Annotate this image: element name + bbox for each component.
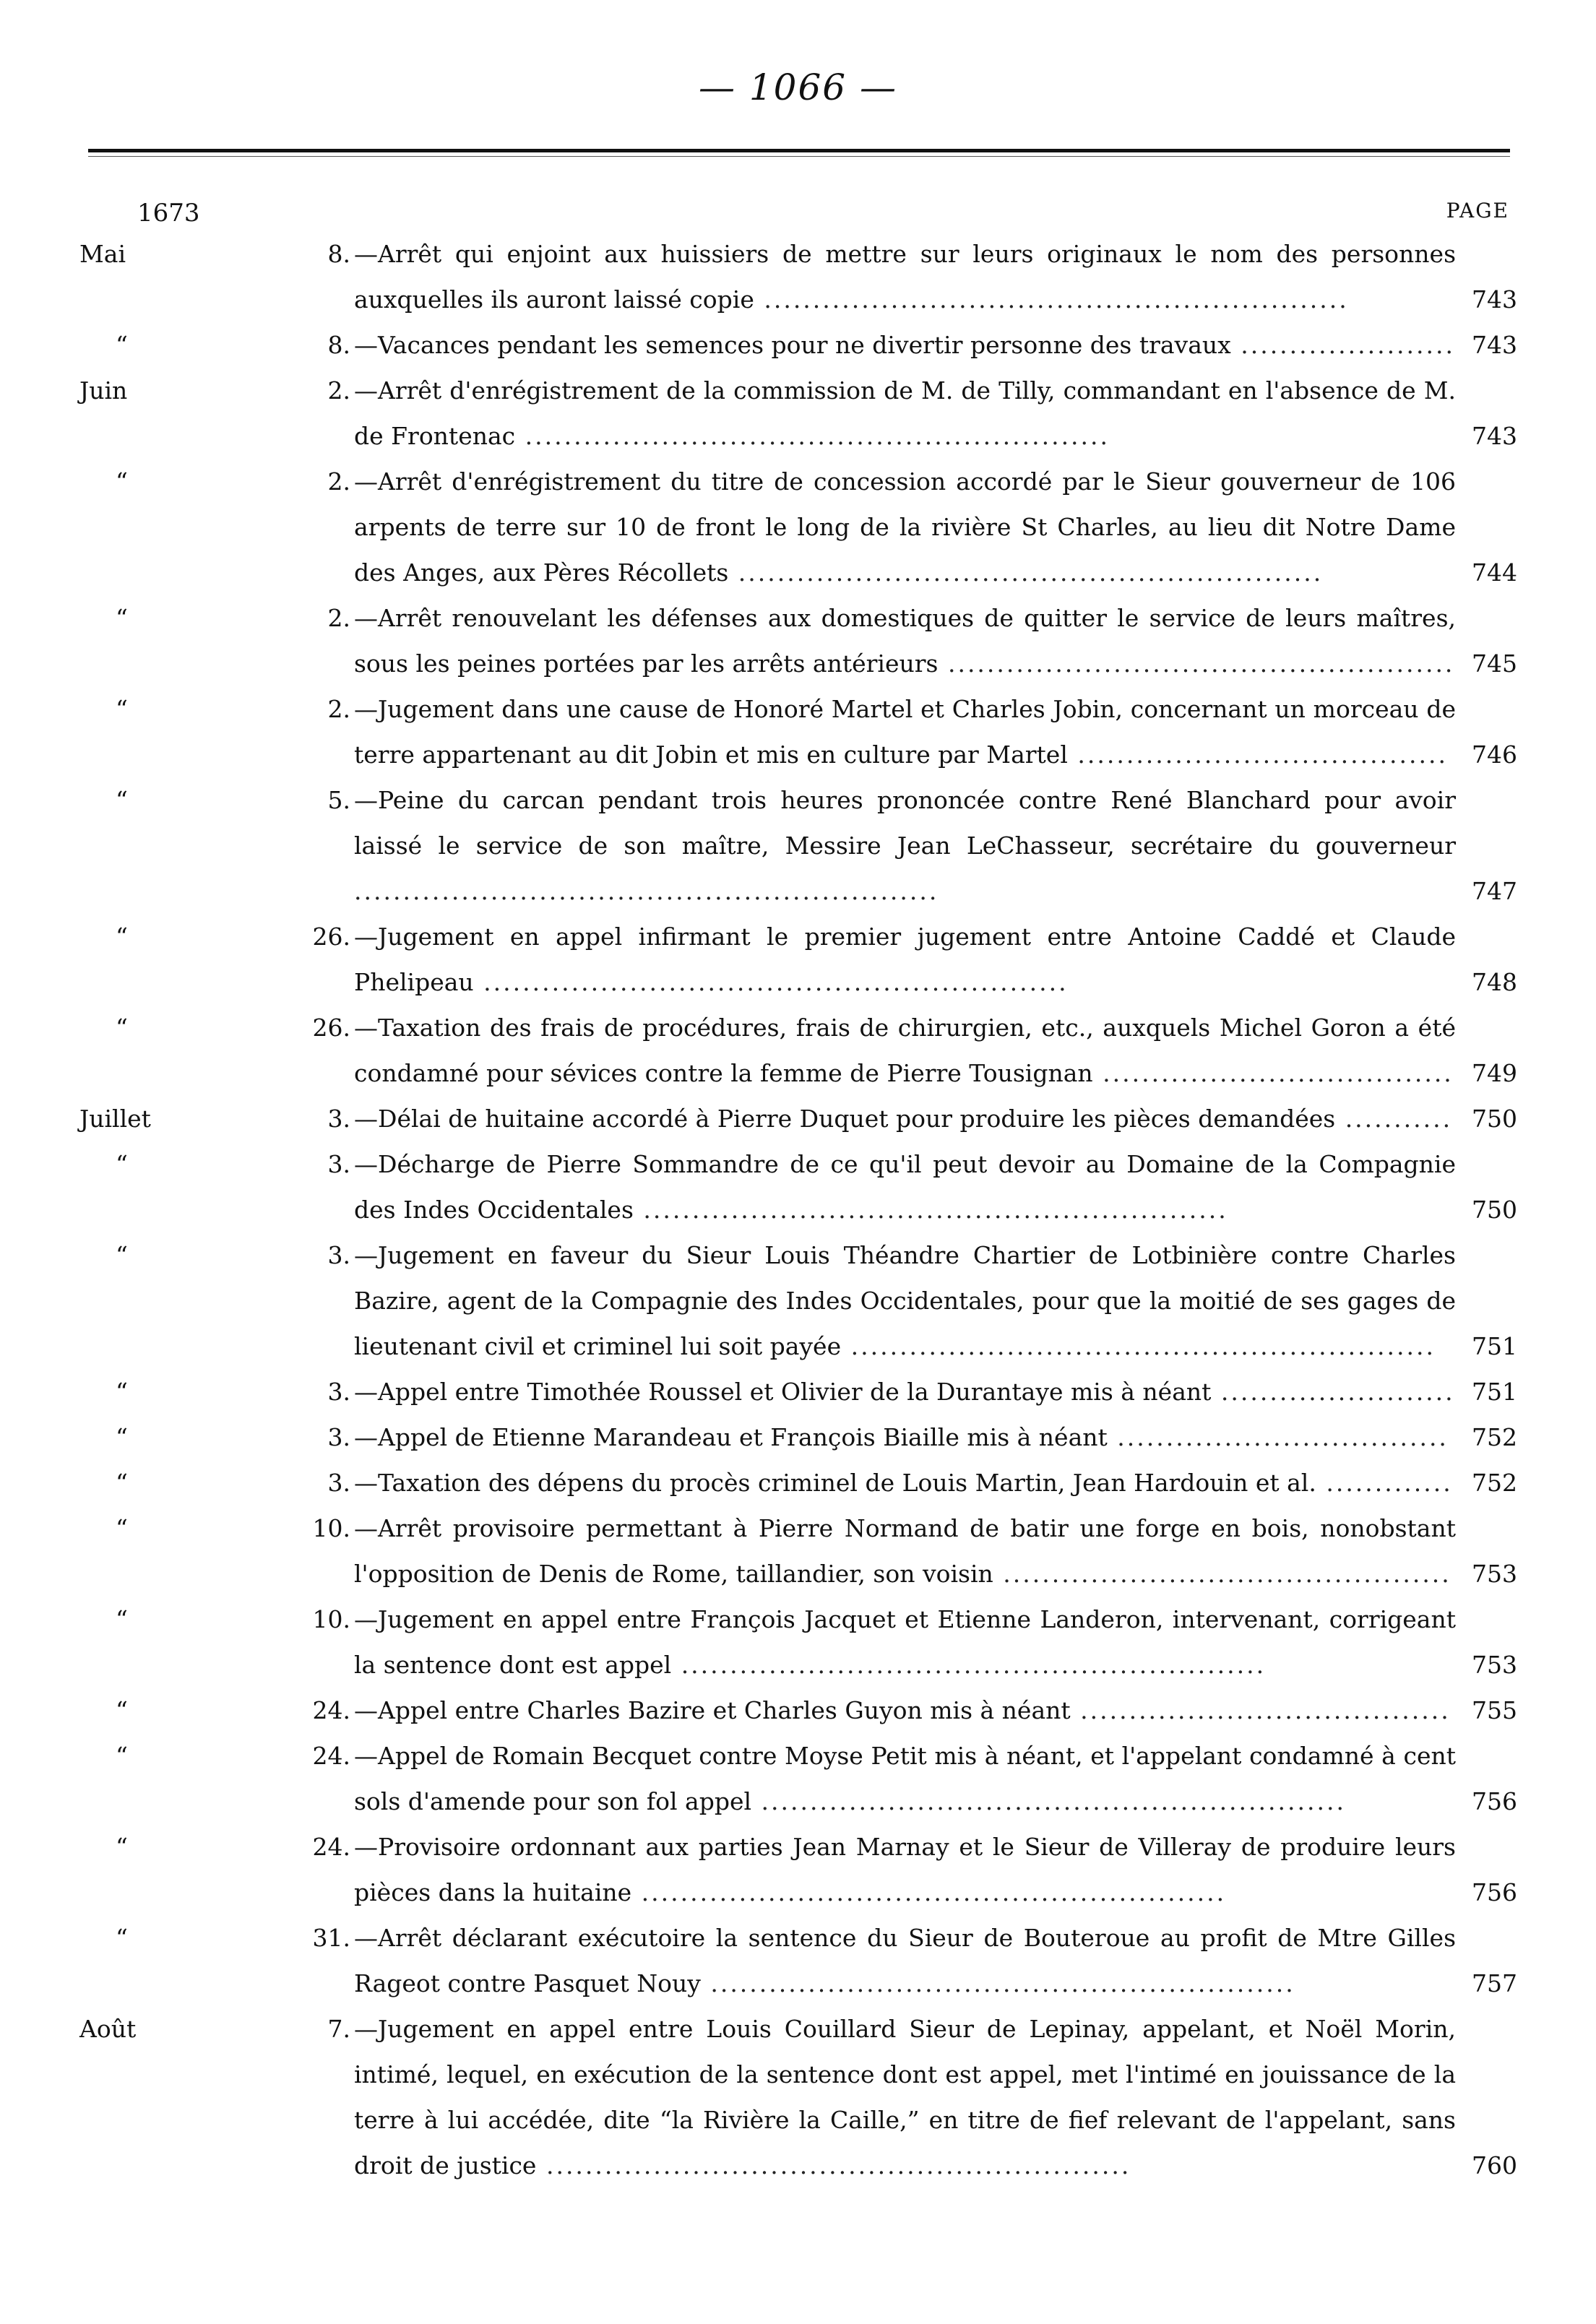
entry-page: 752 [1472,1469,1517,1497]
entry [79,1915,1517,2006]
header-rule [88,149,1510,152]
leader-dots: ............................................................ [633,1196,1228,1224]
entry-description [354,1506,1456,1597]
entry [79,1096,1517,1141]
entry-text: —Arrêt renouvelant les défenses aux domestiques de quitter le service de leurs maîtres, sous les peines portées par les arrêts antérieurs [354,604,1456,678]
entry-page: 745 [1472,649,1517,678]
leader-dots: ........................ [1211,1378,1455,1406]
entry [79,914,1517,1005]
entry-month: “ [116,1605,128,1633]
entry [79,1414,1517,1460]
entry-day: 2. [327,695,350,723]
entry-day: 24. [312,1833,350,1861]
leader-dots: ............................................................ [671,1651,1267,1679]
leader-dots: ............................................................ [536,2151,1131,2180]
entry-day: 2. [327,604,350,632]
entry-description [354,1597,1456,1688]
entry-text: —Jugement en appel entre Louis Couillard Sieur de Lepinay, appelant, et Noël Morin, intimé, lequel, en exécution de la sentence dont est appel, met l'intimé en jouissance de la terre à lui accédée, dite “la Rivière la Caille,” en titre de fief relevant de l'appelant, sans droit de justice [354,2015,1456,2180]
entry-page: 757 [1472,1969,1517,1997]
entry-description [354,1141,1456,1232]
entry [79,459,1517,595]
entry-text: —Arrêt déclarant exécutoire la sentence du Sieur de Bouteroue au profit de Mtre Gilles Rageot contre Pasquet Nouy [354,1924,1456,1997]
entry-description [354,459,1456,595]
entry-page: 746 [1472,740,1517,769]
entry-description [354,1232,1456,1369]
entry-description [354,1096,1456,1141]
entry-month: “ [116,1833,128,1861]
entry-description [354,231,1456,322]
entry [79,686,1517,777]
leader-dots: ...................................... [1070,1696,1451,1724]
entry-day: 31. [312,1924,350,1952]
entry-page: 743 [1472,422,1517,450]
entry-page: 748 [1472,968,1517,996]
entry-month: “ [116,1514,128,1542]
entry-page: 751 [1472,1378,1517,1406]
entry-day: 3. [327,1150,350,1178]
entry-page: 749 [1472,1059,1517,1087]
entry [79,1460,1517,1506]
entry-text: —Appel de Romain Becquet contre Moyse Petit mis à néant, et l'appelant condamné à cent sols d'amende pour son fol appel [354,1742,1456,1815]
entry-text: —Jugement en appel infirmant le premier jugement entre Antoine Caddé et Claude Phelipeau [354,923,1456,996]
entry-month: “ [116,1378,128,1406]
entry [79,368,1517,459]
leader-dots: .................................... [1092,1059,1454,1087]
entry-month: Juillet [79,1105,151,1133]
entry-day: 3. [327,1378,350,1406]
entry-page: 760 [1472,2151,1517,2180]
leader-dots: ............................................................ [754,285,1349,314]
entry-text: —Jugement en appel entre François Jacquet et Etienne Landeron, intervenant, corrigeant la sentence dont est appel [354,1605,1456,1679]
entry-text: —Appel de Etienne Marandeau et François Biaille mis à néant [354,1423,1108,1451]
entry-description [354,1369,1456,1414]
entry-description [354,1824,1456,1915]
entry-month: “ [116,1241,128,1269]
entry-month: “ [116,467,128,496]
entry-day: 24. [312,1696,350,1724]
entry-page: 743 [1472,285,1517,314]
entry-day: 2. [327,467,350,496]
entry-month: Août [79,2015,137,2043]
leader-dots: .................................................... [938,649,1455,678]
entry-text: —Appel entre Timothée Roussel et Olivier de la Durantaye mis à néant [354,1378,1212,1406]
leader-dots: ............................................................ [751,1787,1346,1815]
entry [79,595,1517,686]
page-column-heading: PAGE [1446,199,1509,223]
leader-dots: .............................................. [993,1560,1452,1588]
entry [79,1824,1517,1915]
entry-text: —Jugement en faveur du Sieur Louis Théandre Chartier de Lotbinière contre Charles Bazire, agent de la Compagnie des Indes Occidentales, pour que la moitié de ses gages de lieutenant civil et criminel lui soit payée [354,1241,1456,1360]
entry [79,1232,1517,1369]
leader-dots: ...................................... [1067,740,1448,769]
entry-description [354,1414,1456,1460]
leader-dots: ............................................................ [631,1878,1227,1906]
entry-month: Mai [79,240,126,268]
header-rule-thin [88,156,1510,157]
page-number: — 1066 — [698,66,898,108]
entry-month: “ [116,695,128,723]
entry-description [354,1688,1456,1733]
leader-dots: ........... [1335,1105,1453,1133]
entry [79,231,1517,322]
entry-page: 750 [1472,1105,1517,1133]
entry-day: 3. [327,1241,350,1269]
entry-day: 7. [327,2015,350,2043]
entry-day: 3. [327,1423,350,1451]
entry-page: 743 [1472,331,1517,359]
entry-list [79,231,1517,2188]
entry-day: 24. [312,1742,350,1770]
entry-month: “ [116,923,128,951]
entry-page: 752 [1472,1423,1517,1451]
entry [79,2006,1517,2188]
entry-page: 756 [1472,1878,1517,1906]
entry-page: 753 [1472,1560,1517,1588]
year-heading: 1673 [137,199,200,228]
entry-month: Juin [79,376,128,405]
entry-description [354,914,1456,1005]
entry-text: —Provisoire ordonnant aux parties Jean Marnay et le Sieur de Villeray de produire leurs pièces dans la huitaine [354,1833,1456,1906]
entry [79,1005,1517,1096]
entry-day: 3. [327,1105,350,1133]
entry-text: —Appel entre Charles Bazire et Charles Guyon mis à néant [354,1696,1071,1724]
entry-day: 8. [327,240,350,268]
entry-text: —Arrêt qui enjoint aux huissiers de mettre sur leurs originaux le nom des personnes auxquelles ils auront laissé copie [354,240,1456,314]
entry-text: —Arrêt d'enrégistrement de la commission de M. de Tilly, commandant en l'absence de M. de Frontenac [354,376,1456,450]
entry-description [354,1005,1456,1096]
entry-month: “ [116,1742,128,1770]
entry [79,1733,1517,1824]
leader-dots: ............................................................ [354,877,939,905]
entry-description [354,1733,1456,1824]
entry-description [354,1460,1456,1506]
entry [79,777,1517,914]
entry-page: 753 [1472,1651,1517,1679]
entry-month: “ [116,1469,128,1497]
entry-month: “ [116,1423,128,1451]
leader-dots: ...................... [1230,331,1455,359]
entry-page: 744 [1472,558,1517,587]
leader-dots: ............................................................ [700,1969,1295,1997]
entry-day: 10. [312,1514,350,1542]
entry-day: 3. [327,1469,350,1497]
entry-text: —Délai de huitaine accordé à Pierre Duquet pour produire les pièces demandées [354,1105,1336,1133]
leader-dots: .................................. [1107,1423,1449,1451]
entry-month: “ [116,1014,128,1042]
entry-day: 26. [312,1014,350,1042]
entry-page: 751 [1472,1332,1517,1360]
entry-text: —Taxation des frais de procédures, frais de chirurgien, etc., auxquels Michel Goron a été condamné pour sévices contre la femme de Pierre Tousignan [354,1014,1456,1087]
leader-dots: ............................................................ [841,1332,1436,1360]
entry-description [354,595,1456,686]
entry [79,1506,1517,1597]
entry-month: “ [116,604,128,632]
entry-day: 5. [327,786,350,814]
leader-dots: ............. [1316,1469,1453,1497]
entry-text: —Jugement dans une cause de Honoré Martel et Charles Jobin, concernant un morceau de terre appartenant au dit Jobin et mis en culture par Martel [354,695,1456,769]
entry-day: 8. [327,331,350,359]
entry-description [354,2006,1456,2188]
entry-description [354,686,1456,777]
entry-page: 747 [1472,877,1517,905]
entry-page: 755 [1472,1696,1517,1724]
entry-page: 756 [1472,1787,1517,1815]
leader-dots: ............................................................ [728,558,1324,587]
entry-text: —Peine du carcan pendant trois heures prononcée contre René Blanchard pour avoir laissé le service de son maître, Messire Jean LeChasseur, secrétaire du gouverneur [354,786,1456,860]
entry-description [354,777,1456,914]
entry [79,1369,1517,1414]
entry-text: —Vacances pendant les semences pour ne divertir personne des travaux [354,331,1231,359]
entry-page: 750 [1472,1196,1517,1224]
entry-day: 10. [312,1605,350,1633]
entry-text: —Arrêt provisoire permettant à Pierre Normand de batir une forge en bois, nonobstant l'opposition de Denis de Rome, taillandier, son voisin [354,1514,1456,1588]
leader-dots: ............................................................ [515,422,1110,450]
entry [79,322,1517,368]
entry-text: —Arrêt d'enrégistrement du titre de concession accordé par le Sieur gouverneur de 106 arpents de terre sur 10 de front le long de la rivière St Charles, au lieu dit Notre Dame des Anges, aux Pères Récollets [354,467,1456,587]
entry [79,1141,1517,1232]
entry-description [354,322,1456,368]
entry [79,1597,1517,1688]
leader-dots: ............................................................ [473,968,1069,996]
entry-day: 2. [327,376,350,405]
entry-month: “ [116,1150,128,1178]
entry-month: “ [116,1696,128,1724]
entry-text: —Décharge de Pierre Sommandre de ce qu'il peut devoir au Domaine de la Compagnie des Indes Occidentales [354,1150,1456,1224]
entry-month: “ [116,786,128,814]
entry-description [354,1915,1456,2006]
entry-month: “ [116,1924,128,1952]
entry-day: 26. [312,923,350,951]
entry [79,1688,1517,1733]
entry-text: —Taxation des dépens du procès criminel de Louis Martin, Jean Hardouin et al. [354,1469,1316,1497]
entry-month: “ [116,331,128,359]
entry-description [354,368,1456,459]
